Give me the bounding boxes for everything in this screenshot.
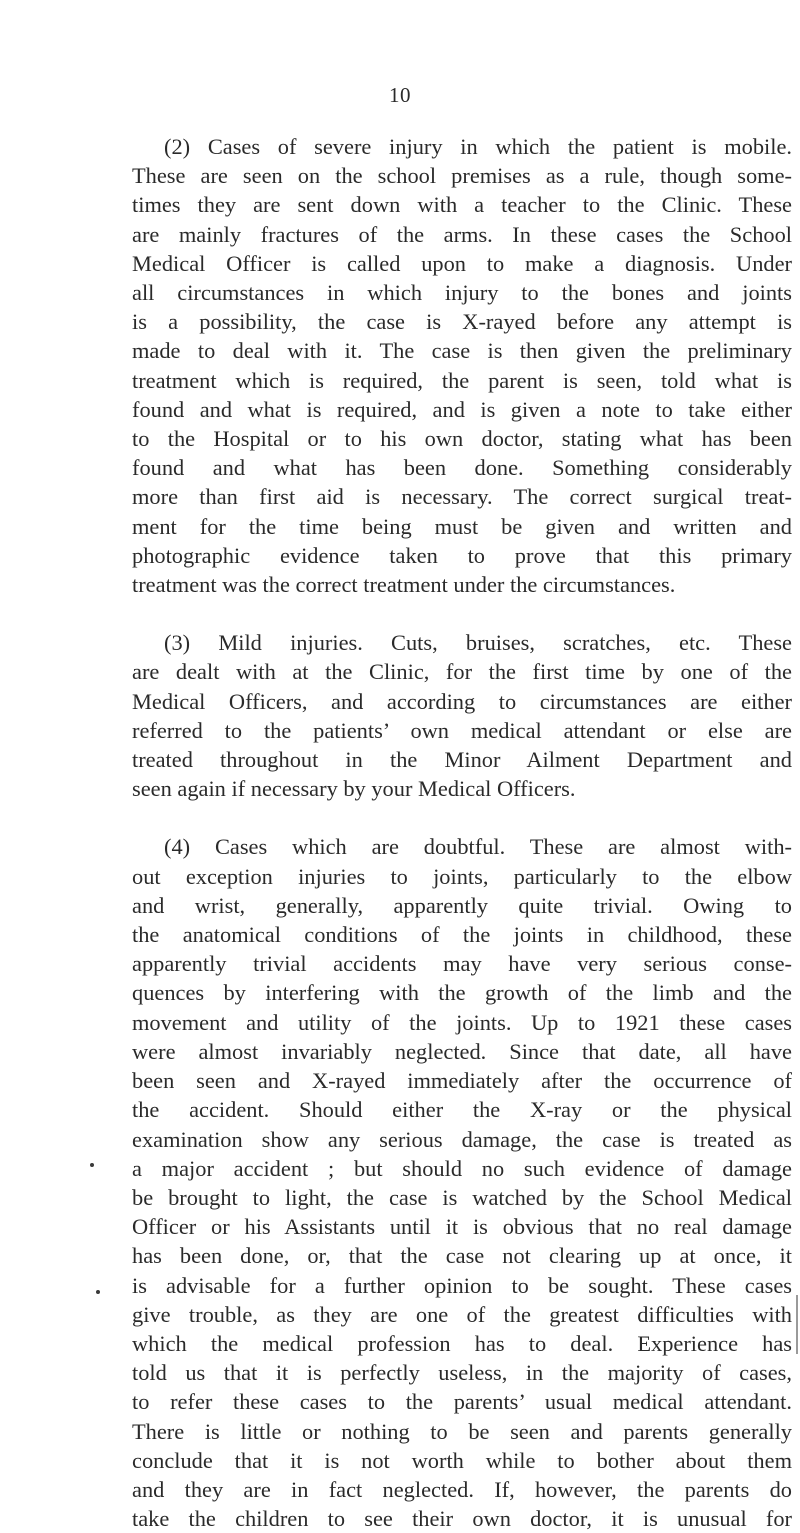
text-line: the anatomical conditions of the joints in childhood, these: [132, 922, 792, 948]
text-line: give trouble, as they are one of the greatest difficulties with: [132, 1301, 792, 1327]
text-line: made to deal with it. The case is then given the preliminary: [132, 338, 792, 364]
text-line: (2) Cases of severe injury in which the patient is mobile.: [164, 134, 792, 159]
text-line: times they are sent down with a teacher to the Clinic. These: [132, 192, 792, 218]
text-line: the accident. Should either the X-ray or the physical: [132, 1097, 792, 1123]
text-line: to refer these cases to the parents’ usual medical attendant.: [132, 1389, 792, 1415]
text-line: Medical Officer is called upon to make a diagnosis. Under: [132, 250, 792, 276]
text-line: which the medical profession has to deal. Experience has: [132, 1330, 792, 1356]
page-number: 10: [389, 83, 411, 107]
text-line: are mainly fractures of the arms. In these cases the School: [132, 221, 792, 247]
page-edge-mark: [796, 1295, 798, 1354]
text-line: and they are in fact neglected. If, however, the parents do: [132, 1476, 792, 1502]
text-line: movement and utility of the joints. Up to 1921 these cases: [132, 1009, 792, 1035]
text-line: seen again if necessary by your Medical Officers.: [132, 776, 576, 802]
text-line: been seen and X-rayed immediately after the occurrence of: [132, 1068, 792, 1094]
text-line: treatment was the correct treatment under the circumstances.: [132, 572, 676, 598]
ink-speck: [96, 1290, 100, 1294]
ink-speck: [90, 1163, 94, 1167]
text-line: are dealt with at the Clinic, for the first time by one of the: [132, 659, 792, 685]
text-line: all circumstances in which injury to the bones and joints: [132, 280, 792, 306]
text-line: to the Hospital or to his own doctor, stating what has been: [132, 426, 792, 452]
text-line: a major accident ; but should no such evidence of damage: [132, 1155, 792, 1181]
text-line: apparently trivial accidents may have very serious conse-: [132, 951, 792, 977]
text-line: is a possibility, the case is X-rayed before any attempt is: [132, 309, 792, 335]
text-line: conclude that it is not worth while to bother about them: [132, 1447, 792, 1473]
text-line: These are seen on the school premises as a rule, though some-: [132, 163, 792, 189]
paragraph-severe-injury: [132, 132, 792, 599]
text-line: has been done, or, that the case not clearing up at once, it: [132, 1243, 792, 1269]
paragraph-doubtful-cases: [132, 832, 792, 1533]
text-line: Officer or his Assistants until it is obvious that no real damage: [132, 1214, 792, 1240]
text-line: photographic evidence taken to prove that this primary: [132, 542, 792, 568]
text-line: found and what is required, and is given a note to take either: [132, 396, 792, 422]
text-line: quences by interfering with the growth of the limb and the: [132, 980, 792, 1006]
text-line: is advisable for a further opinion to be sought. These cases: [132, 1272, 792, 1298]
paragraph-mild-injuries: [132, 628, 792, 803]
body-text: [132, 132, 792, 1533]
text-line: ment for the time being must be given and written and: [132, 513, 792, 539]
text-line: told us that it is perfectly useless, in the majority of cases,: [132, 1360, 792, 1386]
text-line: treatment which is required, the parent is seen, told what is: [132, 367, 792, 393]
text-line: referred to the patients’ own medical attendant or else are: [132, 717, 792, 743]
text-line: take the children to see their own doctor, it is unusual for: [132, 1506, 792, 1532]
text-line: There is little or nothing to be seen and parents generally: [132, 1418, 792, 1444]
text-line: (4) Cases which are doubtful. These are almost with-: [164, 834, 792, 860]
text-line: were almost invariably neglected. Since that date, all have: [132, 1038, 792, 1064]
text-line: examination show any serious damage, the case is treated as: [132, 1126, 792, 1152]
text-line: and wrist, generally, apparently quite trivial. Owing to: [132, 892, 792, 918]
text-line: out exception injuries to joints, particularly to the elbow: [132, 863, 792, 889]
text-line: (3) Mild injuries. Cuts, bruises, scratches, etc. These: [164, 630, 792, 656]
text-line: Medical Officers, and according to circumstances are either: [132, 688, 792, 714]
text-line: be brought to light, the case is watched by the School Medical: [132, 1184, 792, 1210]
text-line: found and what has been done. Something considerably: [132, 455, 792, 481]
text-line: treated throughout in the Minor Ailment Department and: [132, 747, 792, 773]
text-line: more than first aid is necessary. The correct surgical treat-: [132, 484, 792, 510]
